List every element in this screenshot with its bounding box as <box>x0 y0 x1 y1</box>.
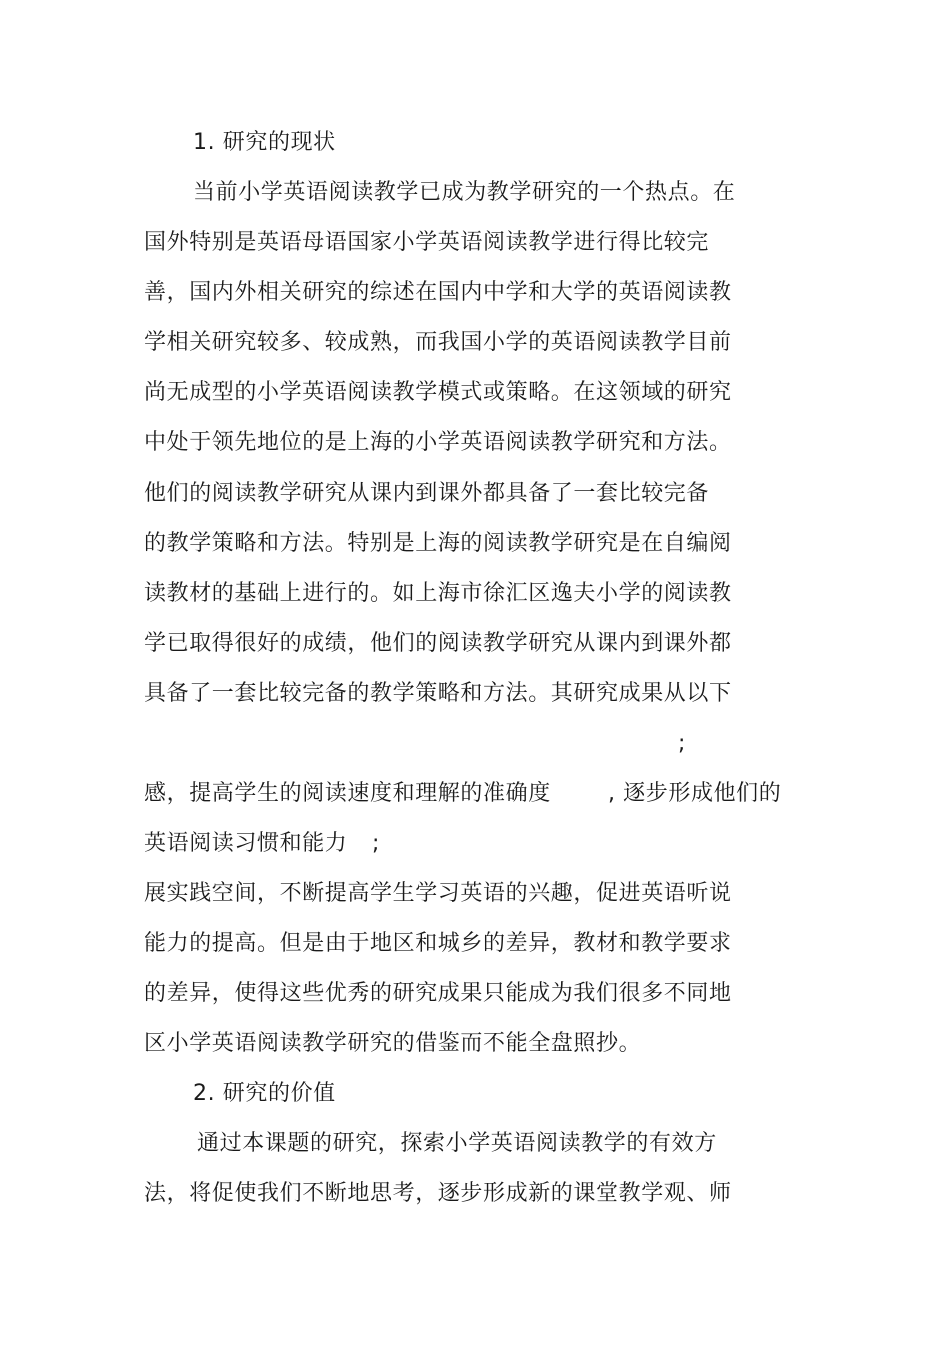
paragraph-line: 当前小学英语阅读教学已成为教学研究的一个热点。在 <box>193 180 736 205</box>
paragraph-line: 法，将促使我们不断地思考，逐步形成新的课堂教学观、师 <box>144 1181 732 1206</box>
section2-heading: 2. 研究的价值 <box>193 1081 336 1106</box>
paragraph-line: 的教学策略和方法。特别是上海的阅读教学研究是在自编阅 <box>144 531 732 556</box>
paragraph-line: 读教材的基础上进行的。如上海市徐汇区逸夫小学的阅读教 <box>144 581 732 606</box>
paragraph-line: 学已取得很好的成绩，他们的阅读教学研究从课内到课外都 <box>144 631 732 656</box>
lone-semicolon: ; <box>678 731 687 756</box>
paragraph-line: 尚无成型的小学英语阅读教学模式或策略。在这领域的研究 <box>144 380 732 405</box>
paragraph-line: 具备了一套比较完备的教学策略和方法。其研究成果从以下 <box>144 681 732 706</box>
paragraph-line: 通过本课题的研究，探索小学英语阅读教学的有效方 <box>197 1131 717 1156</box>
paragraph-line: 学相关研究较多、较成熟，而我国小学的英语阅读教学目前 <box>144 330 732 355</box>
paragraph-line: 他们的阅读教学研究从课内到课外都具备了一套比较完备 <box>144 481 710 506</box>
paragraph-line: 善，国内外相关研究的综述在国内中学和大学的英语阅读教 <box>144 280 732 305</box>
paragraph-line: 展实践空间，不断提高学生学习英语的兴趣，促进英语听说 <box>144 881 732 906</box>
section1-heading: 1. 研究的现状 <box>193 130 336 155</box>
paragraph-line-right: , 逐步形成他们的 <box>608 781 782 806</box>
paragraph-line: 区小学英语阅读教学研究的借鉴而不能全盘照抄。 <box>144 1031 642 1056</box>
paragraph-line-left: 英语阅读习惯和能力 <box>144 831 348 856</box>
paragraph-line: 能力的提高。但是由于地区和城乡的差异，教材和教学要求 <box>144 931 732 956</box>
paragraph-line-right: ; <box>372 831 381 856</box>
paragraph-line: 国外特别是英语母语国家小学英语阅读教学进行得比较完 <box>144 230 710 255</box>
paragraph-line-left: 感，提高学生的阅读速度和理解的准确度 <box>144 781 551 806</box>
paragraph-line: 的差异，使得这些优秀的研究成果只能成为我们很多不同地 <box>144 981 732 1006</box>
paragraph-line: 中处于领先地位的是上海的小学英语阅读教学研究和方法。 <box>144 430 732 455</box>
